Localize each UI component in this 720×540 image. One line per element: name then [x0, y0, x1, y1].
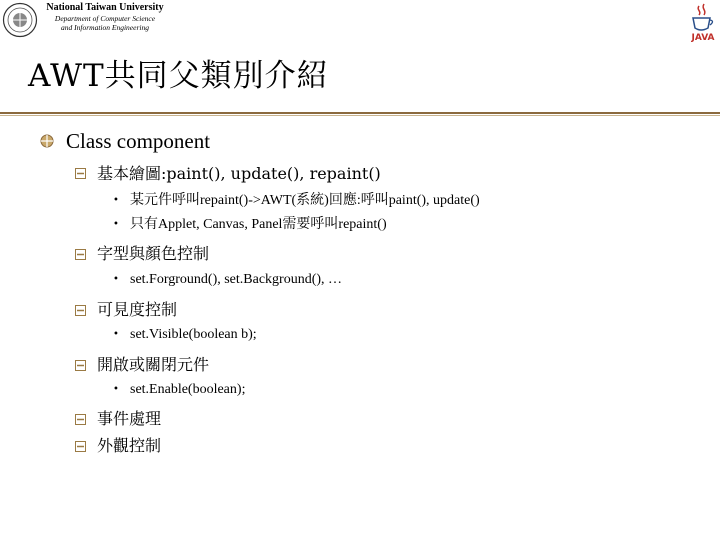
- title-divider-thin: [0, 115, 720, 116]
- bullet-appearance: [97, 435, 161, 457]
- level3-bullet-icon: •: [113, 219, 119, 230]
- level2-bullet-icon: [75, 168, 86, 179]
- university-seal-icon: [2, 2, 38, 38]
- bullet-basic-drawing-text: 基本繪圖:paint(), update(), repaint(): [97, 164, 381, 183]
- bullet-font-color: [97, 243, 209, 265]
- bullet-basic-drawing: [97, 163, 381, 185]
- department-line-2: and Information Engineering: [61, 23, 149, 32]
- title-divider: [0, 112, 720, 114]
- slide-header: [0, 0, 720, 46]
- level3-bullet-icon: •: [113, 274, 119, 285]
- bullet-visibility-text: 可見度控制: [97, 300, 178, 319]
- bullet-appearance-text: 外觀控制: [97, 436, 162, 455]
- sub-bullet-applet-canvas-panel: 只有Applet, Canvas, Panel需要呼叫repaint(): [130, 217, 387, 232]
- level3-bullet-icon: •: [113, 329, 119, 340]
- bullet-visibility: [97, 299, 177, 321]
- bullet-enable-disable-text: 開啟或關閉元件: [97, 355, 210, 374]
- sub-bullet-set-enable: set.Enable(boolean);: [130, 382, 246, 397]
- level3-bullet-icon: •: [113, 384, 119, 395]
- sub-bullet-set-visible: set.Visible(boolean b);: [130, 327, 257, 342]
- bullet-event-handling-text: 事件處理: [97, 409, 162, 428]
- bullet-event-handling: [97, 408, 161, 430]
- level3-bullet-icon: •: [113, 195, 119, 206]
- level2-bullet-icon: [75, 305, 86, 316]
- bullet-font-color-text: 字型與顏色控制: [97, 244, 210, 263]
- institution-name: National Taiwan University: [46, 2, 164, 13]
- java-logo-icon: [688, 2, 718, 42]
- level2-bullet-icon: [75, 414, 86, 425]
- slide-title: AWT共同父類別介紹: [28, 58, 329, 94]
- level2-bullet-icon: [75, 441, 86, 452]
- institution-block: [40, 2, 170, 32]
- level1-bullet-icon: [40, 134, 54, 148]
- sub-bullet-set-foreground: set.Forground(), set.Background(), …: [130, 272, 343, 287]
- department-line-1: Department of Computer Science: [54, 14, 156, 23]
- level2-bullet-icon: [75, 249, 86, 260]
- bullet-class-component: Class component: [66, 129, 211, 153]
- sub-bullet-repaint-call: 某元件呼叫repaint()->AWT(系統)回應:呼叫paint(), update(): [130, 193, 480, 208]
- bullet-enable-disable: [97, 354, 209, 376]
- level2-bullet-icon: [75, 360, 86, 371]
- java-logo-label: JAVA: [691, 33, 715, 42]
